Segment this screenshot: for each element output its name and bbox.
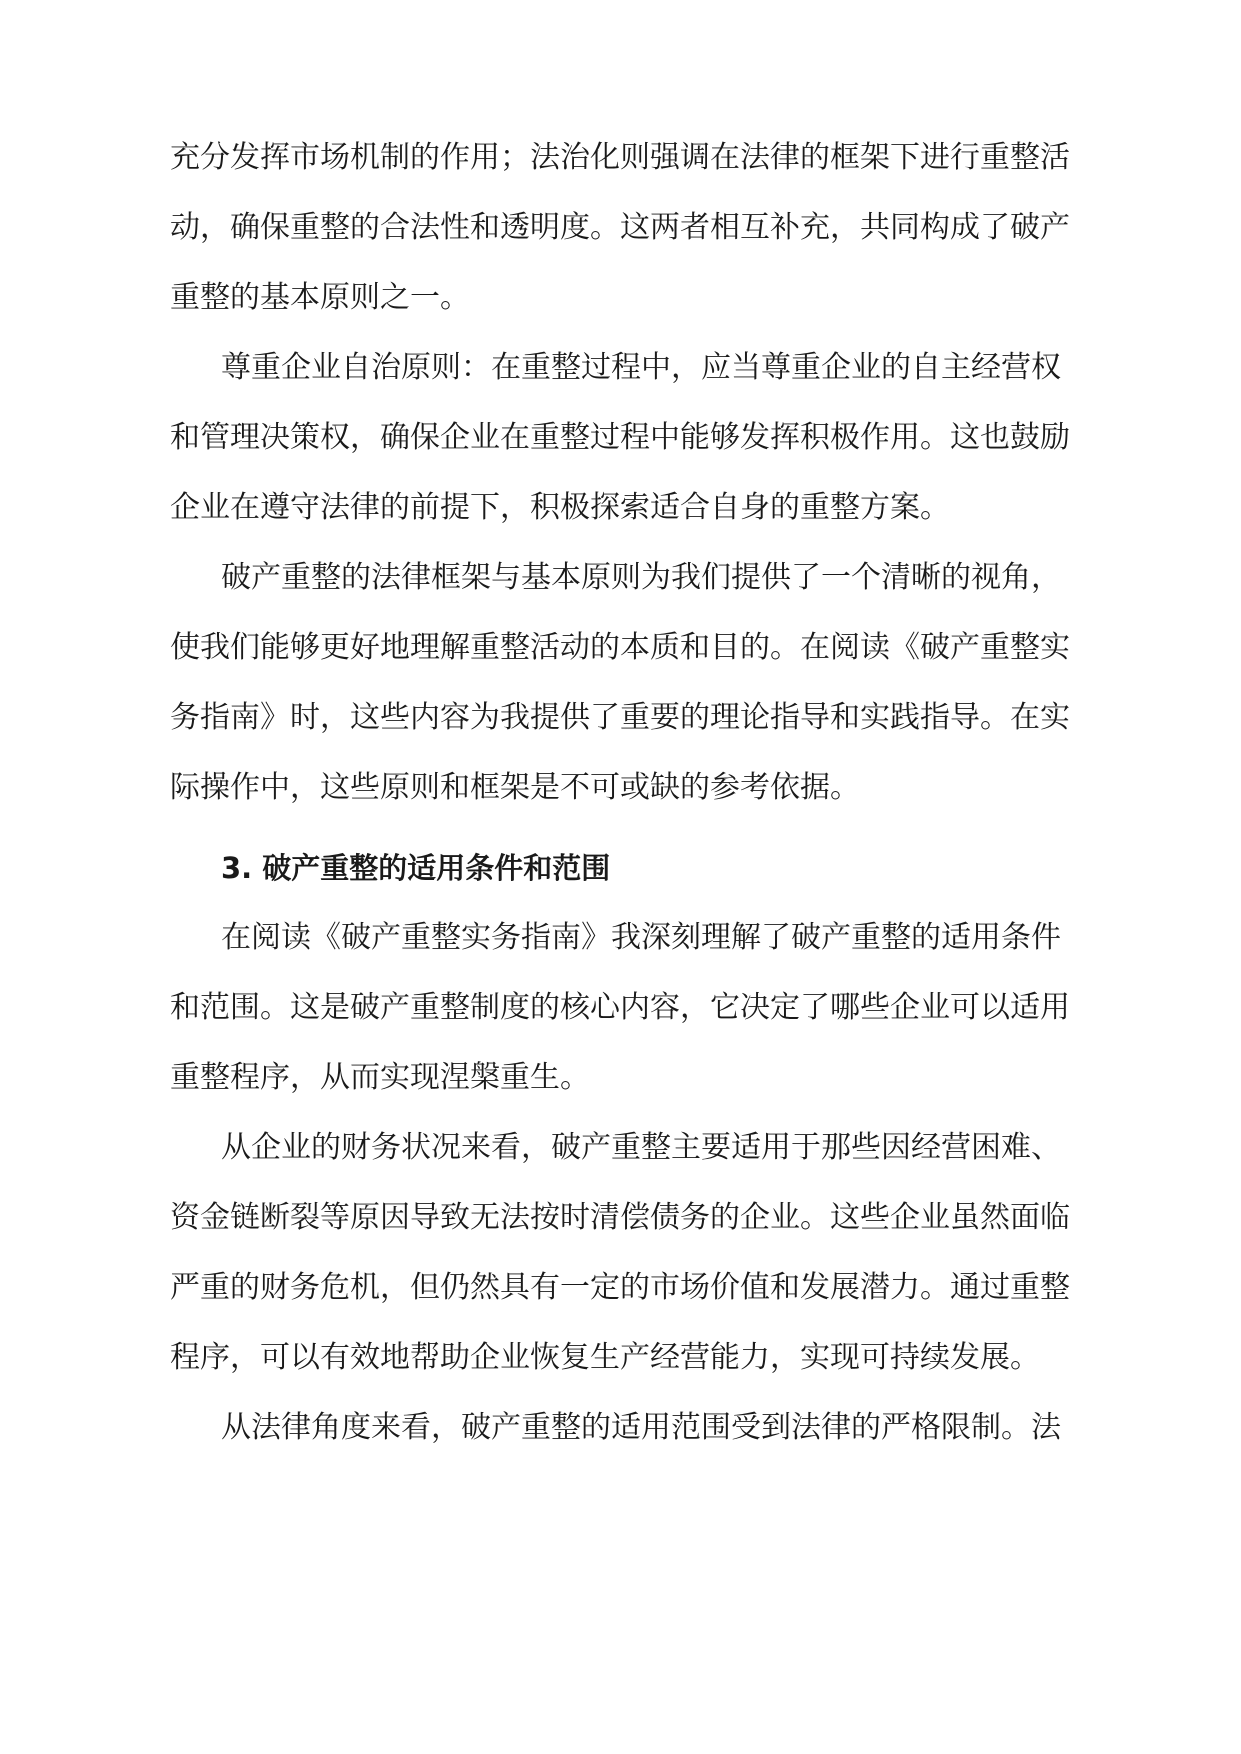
paragraph-1-line-2: 动，确保重整的合法性和透明度。这两者相互补充，共同构成了破产 [170,210,1070,245]
paragraph-2-line-1: 尊重企业自治原则：在重整过程中，应当尊重企业的自主经营权 [221,350,1061,385]
paragraph-1-line-3: 重整的基本原则之一。 [170,280,470,315]
paragraph-3-line-3: 务指南》时，这些内容为我提供了重要的理论指导和实践指导。在实 [170,700,1070,735]
paragraph-5-line-3: 严重的财务危机，但仍然具有一定的市场价值和发展潜力。通过重整 [170,1270,1070,1305]
paragraph-5-line-1: 从企业的财务状况来看，破产重整主要适用于那些因经营困难、 [221,1130,1061,1165]
paragraph-2-line-2: 和管理决策权，确保企业在重整过程中能够发挥积极作用。这也鼓励 [170,420,1070,455]
section-heading: 3. 破产重整的适用条件和范围 [221,851,611,885]
paragraph-1-line-1: 充分发挥市场机制的作用；法治化则强调在法律的框架下进行重整活 [170,140,1070,175]
paragraph-3-line-2: 使我们能够更好地理解重整活动的本质和目的。在阅读《破产重整实 [170,630,1070,665]
paragraph-5-line-2: 资金链断裂等原因导致无法按时清偿债务的企业。这些企业虽然面临 [170,1200,1070,1235]
paragraph-4-line-3: 重整程序，从而实现涅槃重生。 [170,1060,590,1095]
paragraph-3-line-4: 际操作中，这些原则和框架是不可或缺的参考依据。 [170,770,860,805]
paragraph-5-line-4: 程序，可以有效地帮助企业恢复生产经营能力，实现可持续发展。 [170,1340,1040,1375]
paragraph-2-line-3: 企业在遵守法律的前提下，积极探索适合自身的重整方案。 [170,490,950,525]
paragraph-4-line-1: 在阅读《破产重整实务指南》我深刻理解了破产重整的适用条件 [221,920,1061,955]
paragraph-6-line-1: 从法律角度来看，破产重整的适用范围受到法律的严格限制。法 [221,1410,1061,1445]
paragraph-4-line-2: 和范围。这是破产重整制度的核心内容，它决定了哪些企业可以适用 [170,990,1070,1025]
paragraph-3-line-1: 破产重整的法律框架与基本原则为我们提供了一个清晰的视角， [221,560,1061,595]
